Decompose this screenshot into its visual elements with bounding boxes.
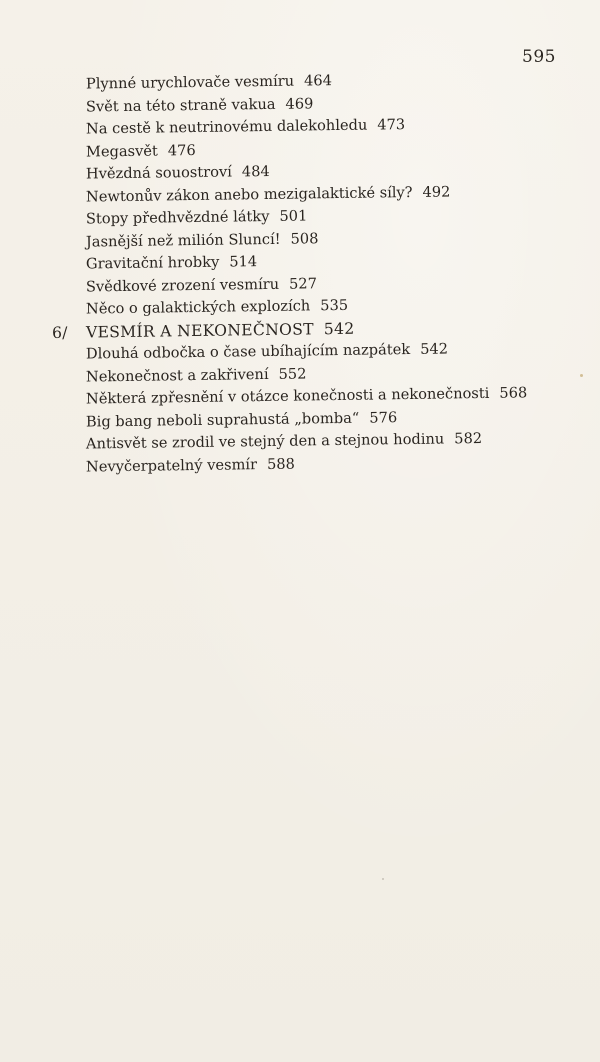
toc-entry-page: 588 xyxy=(266,455,295,473)
toc-entry-page: 492 xyxy=(422,182,451,201)
toc-entry-title: Svědkové zrození vesmíru xyxy=(85,275,280,296)
toc-entry-title: Nevyčerpatelný vesmír xyxy=(85,455,258,476)
toc-entry-title: Některá zpřesnění v otázce konečnosti a nekonečnosti xyxy=(85,384,490,408)
toc-entry-title: Hvězdná souostroví xyxy=(85,163,232,183)
toc-entry-title: Svět na této straně vakua xyxy=(85,95,276,116)
toc-entry-title: Plynné urychlovače vesmíru xyxy=(85,72,295,93)
toc-entry-title: Dlouhá odbočka o čase ubíhajícím nazpátek xyxy=(85,341,411,363)
toc-part-page: 542 xyxy=(323,319,355,338)
toc-entry-title: Jasnější než milión Sluncí! xyxy=(85,230,281,251)
page-number: 595 xyxy=(522,47,556,67)
toc-entry-title: Antisvět se zrodil ve stejný den a stejnou hodinu xyxy=(85,430,445,453)
toc-entry-page: 508 xyxy=(290,229,319,248)
toc-entry-page: 464 xyxy=(303,72,333,90)
toc-entry-page: 582 xyxy=(454,429,483,448)
paper-speck xyxy=(580,374,583,377)
toc-entry-page: 542 xyxy=(420,340,449,358)
table-of-contents xyxy=(52,74,572,479)
toc-part-title: VESMÍR A NEKONEČNOST xyxy=(85,319,314,342)
toc-entry-page: 535 xyxy=(320,296,349,315)
toc-entry-page: 576 xyxy=(369,408,398,427)
toc-entry-page: 514 xyxy=(229,253,258,271)
toc-entry-title: Na cestě k neutrinovému dalekohledu xyxy=(85,116,368,138)
toc-entry-page: 568 xyxy=(499,384,528,402)
toc-entry-title: Megasvět xyxy=(85,142,158,161)
toc-entry-title: Stopy předhvězdné látky xyxy=(85,207,270,228)
toc-entry-title: Big bang neboli suprahustá „bomba“ xyxy=(85,409,360,431)
toc-entry-page: 501 xyxy=(279,207,308,225)
toc-entry-title: Newtonův zákon anebo mezigalaktické síly? xyxy=(85,183,413,206)
toc-part-number: 6/ xyxy=(51,323,68,342)
toc-entry-page: 473 xyxy=(377,116,406,134)
toc-entry-title: Gravitační hrobky xyxy=(85,253,220,273)
paper-speck xyxy=(382,878,384,880)
toc-entry-page: 527 xyxy=(288,274,318,293)
toc-entry-title: Nekonečnost a zakřivení xyxy=(85,365,269,386)
toc-entry-page: 476 xyxy=(167,141,196,159)
toc-entry-page: 552 xyxy=(278,364,307,383)
toc-entry-title: Něco o galaktických explozích xyxy=(85,297,311,318)
toc-entry-page: 469 xyxy=(285,94,314,113)
toc-entry-page: 484 xyxy=(241,162,270,181)
